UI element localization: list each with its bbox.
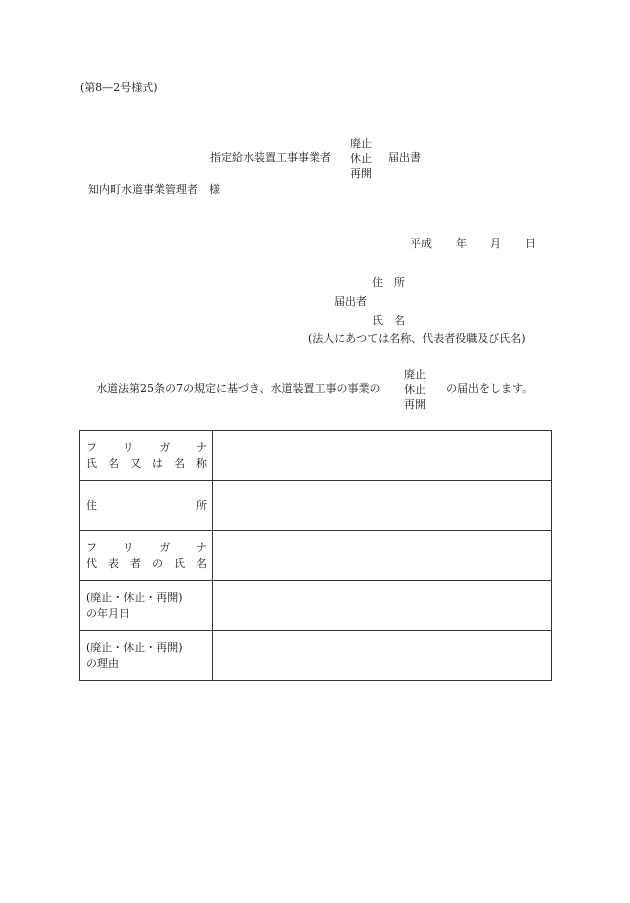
label-text: の理由 <box>86 656 119 670</box>
applicant-label: 届出者 <box>334 295 367 308</box>
label-char: 称 <box>196 456 207 470</box>
statement-prefix: 水道法第25条の7の規定に基づき、水道装置工事の事業の <box>96 382 381 395</box>
name-label: 氏 名 <box>372 314 405 327</box>
label-char: ナ <box>195 440 207 454</box>
label-char: リ <box>122 440 134 454</box>
label-char: ガ <box>159 440 171 454</box>
statement-option-resume: 再開 <box>404 398 426 411</box>
corporate-note: (法人にあつては名称、代表者役職及び氏名) <box>308 332 526 345</box>
statement-option-suspend: 休止 <box>404 383 426 396</box>
label-text: の年月日 <box>86 606 130 620</box>
value-furigana-name[interactable] <box>213 431 552 481</box>
label-char: 住 <box>86 498 97 512</box>
table-row <box>80 531 552 581</box>
label-text: (廃止・休止・再開) <box>86 640 183 654</box>
label-char: 名 <box>174 456 185 470</box>
label-char: の <box>152 556 163 570</box>
date-month-unit: 月 <box>490 237 501 250</box>
statement-option-abolish: 廃止 <box>404 368 426 381</box>
address-label: 住 所 <box>372 276 405 289</box>
title-option-abolish: 廃止 <box>350 137 372 150</box>
row-label-representative <box>80 531 213 581</box>
label-char: リ <box>122 540 134 554</box>
date-year-unit: 年 <box>456 237 467 250</box>
statement-suffix: の届出をします。 <box>446 382 534 395</box>
addressee: 知内町水道事業管理者 様 <box>88 183 220 196</box>
label-char: 者 <box>130 556 141 570</box>
date-line <box>410 237 536 250</box>
value-representative[interactable] <box>213 531 552 581</box>
title-prefix: 指定給水装置工事事業者 <box>210 151 331 164</box>
notification-table <box>79 430 552 681</box>
value-address[interactable] <box>213 481 552 531</box>
label-char: は <box>152 456 163 470</box>
value-reason[interactable] <box>213 631 552 681</box>
title-option-suspend: 休止 <box>350 152 372 165</box>
label-char: 名 <box>196 556 207 570</box>
label-char: 代 <box>86 556 97 570</box>
table-row <box>80 581 552 631</box>
statement-options <box>404 367 426 412</box>
row-label-furigana-name <box>80 431 213 481</box>
label-char: 又 <box>130 456 141 470</box>
date-day-unit: 日 <box>525 237 536 250</box>
label-char: フ <box>86 540 97 554</box>
label-char: 名 <box>108 456 119 470</box>
table-row <box>80 431 552 481</box>
label-char: ナ <box>195 540 207 554</box>
title-options <box>350 136 372 181</box>
label-char: 表 <box>108 556 119 570</box>
table-row <box>80 631 552 681</box>
label-char: ガ <box>159 540 171 554</box>
date-era: 平成 <box>410 237 432 250</box>
table-row <box>80 481 552 531</box>
row-label-date <box>80 581 213 631</box>
row-label-address <box>80 481 213 531</box>
label-text: (廃止・休止・再開) <box>86 590 183 604</box>
label-char: 所 <box>196 498 207 512</box>
row-label-reason <box>80 631 213 681</box>
label-char: フ <box>86 440 97 454</box>
form-number: (第8—2号様式) <box>80 81 158 94</box>
label-char: 氏 <box>174 556 185 570</box>
label-char: 氏 <box>86 456 97 470</box>
title-suffix: 届出書 <box>388 151 421 164</box>
title-option-resume: 再開 <box>350 167 372 180</box>
value-date[interactable] <box>213 581 552 631</box>
